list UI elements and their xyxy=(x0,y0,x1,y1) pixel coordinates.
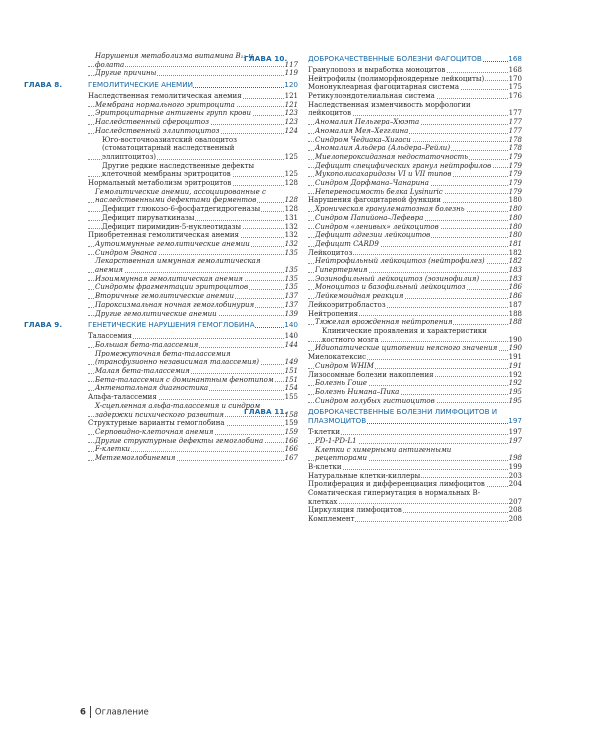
toc-entry-title: Болезнь Гоше xyxy=(315,379,368,388)
toc-entry-title: Приобретенная гемолитическая анемия xyxy=(88,231,239,240)
toc-entry-page: 203 xyxy=(508,471,522,480)
toc-entry-title: Гемолитические анемии, ассоциированные с наследственными дефектами ферментов xyxy=(95,187,266,205)
toc-entry-page: 179 xyxy=(508,161,522,170)
chapter-heading[interactable] xyxy=(244,55,522,64)
chapter-page-number: 197 xyxy=(508,416,522,426)
toc-entry[interactable] xyxy=(88,428,298,437)
chapter-page-number: 168 xyxy=(508,54,522,63)
toc-entry-page: 132 xyxy=(284,239,298,248)
toc-entry-page: 154 xyxy=(284,384,298,393)
toc-entry-page: 177 xyxy=(508,118,522,127)
toc-entry[interactable] xyxy=(88,92,298,101)
chapter-title: ДОБРОКАЧЕСТВЕННЫЕ БОЛЕЗНИ ФАГОЦИТОВ xyxy=(308,54,482,63)
toc-entry-title: Синдром WHIM xyxy=(315,361,374,370)
toc-entry-page: 158 xyxy=(284,410,298,419)
toc-entry[interactable] xyxy=(88,367,298,376)
toc-entry-title: Изоиммунная гемолитическая анемия xyxy=(95,274,243,283)
toc-entry-page: 195 xyxy=(508,387,522,396)
toc-entry[interactable] xyxy=(308,463,522,472)
toc-entry-page: 137 xyxy=(284,292,298,301)
toc-entry-title: Мембрана нормального эритроцита xyxy=(95,100,235,109)
toc-entry-page: 179 xyxy=(508,179,522,188)
toc-entry-page: 183 xyxy=(508,274,522,283)
toc-entry-page: 188 xyxy=(508,318,522,327)
toc-entry-page: 180 xyxy=(508,231,522,240)
toc-entry[interactable] xyxy=(308,515,522,524)
toc-entry-title: Лейкемоидная реакция xyxy=(315,292,404,301)
toc-entry-title: Вторичные гемолитические анемии xyxy=(95,292,235,301)
toc-entry-page: 197 xyxy=(508,436,522,445)
toc-entry-page: 128 xyxy=(284,179,298,188)
toc-entry-page: 178 xyxy=(508,135,522,144)
chapter-heading[interactable] xyxy=(244,408,522,426)
toc-entry-title: Комплемент xyxy=(308,515,355,524)
toc-entry-title: Тяжелая врожденная нейтропения xyxy=(315,318,453,327)
toc-entry[interactable] xyxy=(308,362,522,371)
chapter-number: ГЛАВА 9. xyxy=(24,320,63,330)
footer-section-title: Оглавление xyxy=(94,707,149,718)
chapter-title-row xyxy=(88,81,298,90)
toc-entry[interactable] xyxy=(308,170,522,179)
toc-entry-title: Бета-талассемия с доминантным фенотипом xyxy=(95,375,274,384)
toc-entry-page: 121 xyxy=(284,100,298,109)
toc-entry[interactable] xyxy=(308,480,522,489)
toc-entry-page: 180 xyxy=(508,196,522,205)
toc-entry[interactable] xyxy=(308,136,522,145)
toc-entry-page: 132 xyxy=(284,222,298,231)
toc-entry[interactable] xyxy=(308,127,522,136)
toc-entry-page: 159 xyxy=(284,419,298,428)
toc-entry[interactable] xyxy=(308,101,522,118)
toc-entry-page: 166 xyxy=(284,445,298,454)
toc-entry-page: 159 xyxy=(284,427,298,436)
toc-entry-title: Дефицит адгезии лейкоцитов xyxy=(315,231,431,240)
toc-entry-page: 119 xyxy=(284,69,298,78)
toc-entry[interactable] xyxy=(308,388,522,397)
toc-entry-title: Синдром «ленивых» лейкоцитов xyxy=(315,222,439,231)
toc-entry-page: 167 xyxy=(284,454,298,463)
toc-entry-page: 178 xyxy=(508,144,522,153)
toc-entry[interactable] xyxy=(308,310,522,319)
chapter-page-number: 140 xyxy=(284,320,298,330)
toc-entry-title: Аутоиммунные гемолитические анемии xyxy=(95,239,250,248)
toc-entry-title: Синдром Дорфмана–Чанарина xyxy=(315,179,429,188)
toc-entry-title: Другие причины xyxy=(95,69,157,78)
toc-entry-page: 123 xyxy=(284,109,298,118)
chapter-number: ГЛАВА 11. xyxy=(244,407,288,417)
toc-entry[interactable] xyxy=(88,231,298,240)
chapter-title: ДОБРОКАЧЕСТВЕННЫЕ БОЛЕЗНИ ЛИМФОЦИТОВ И ПЛАЗМОЦИТОВ xyxy=(308,407,498,426)
toc-entry[interactable] xyxy=(88,223,298,232)
toc-entry-title: Клинические проявления и характеристики костного мозга xyxy=(322,327,487,344)
footer-divider xyxy=(90,706,91,718)
toc-entry-title: Антенатальная диагностика xyxy=(95,384,209,393)
toc-entry-page: 166 xyxy=(284,436,298,445)
toc-entry[interactable] xyxy=(308,283,522,292)
toc-entry-title: Юго-восточноазиатский овалоцитоз (стоматоцитарный наследственный эллиптоцитоз) xyxy=(102,135,237,161)
toc-entry-page: 179 xyxy=(508,152,522,161)
toc-entry-page: 117 xyxy=(284,60,298,69)
toc-entry-title: Нейтропения xyxy=(308,309,359,318)
chapter-title: ГЕНЕТИЧЕСКИЕ НАРУШЕНИЯ ГЕМОГЛОБИНА xyxy=(88,320,255,330)
toc-entry-title: Лейкоэритробластоз xyxy=(308,300,386,309)
chapter-title-row xyxy=(308,408,522,426)
toc-entry-title: Большая бета-талассемия xyxy=(95,340,199,349)
toc-entry[interactable] xyxy=(308,66,522,75)
toc-entry[interactable] xyxy=(308,153,522,162)
toc-entry-page: 190 xyxy=(508,344,522,353)
toc-entry-title: Непереносимость белка Lysinuric xyxy=(315,187,443,196)
toc-entry-title: Другие гемолитические анемии xyxy=(95,309,217,318)
toc-entry-page: 121 xyxy=(284,92,298,101)
toc-entry[interactable] xyxy=(308,506,522,515)
toc-entry-page: 182 xyxy=(508,257,522,266)
toc-entry-page: 191 xyxy=(508,361,522,370)
toc-entry[interactable] xyxy=(308,231,522,240)
toc-entry-page: 151 xyxy=(284,367,298,376)
toc-entry-page: 195 xyxy=(508,396,522,405)
toc-entry-page: 183 xyxy=(508,266,522,275)
toc-entry[interactable] xyxy=(308,196,522,205)
toc-entry[interactable] xyxy=(88,332,298,341)
page-number: 6 xyxy=(80,707,86,718)
toc-entry-title: Лизосомные болезни накопления xyxy=(308,370,434,379)
toc-entry-title: Нарушения фагоцитарной функции xyxy=(308,196,441,205)
toc-entry-title: Наследственная изменчивость морфологии лейкоцитов xyxy=(308,100,471,118)
toc-entry-title: Эозинофильный лейкоцитоз (эозинофилия) xyxy=(315,274,480,283)
toc-entry[interactable] xyxy=(308,240,522,249)
chapter-heading[interactable] xyxy=(24,321,298,330)
toc-entry-page: 190 xyxy=(508,335,522,344)
toc-entry[interactable] xyxy=(308,92,522,101)
toc-entry[interactable] xyxy=(308,446,522,463)
toc-entry[interactable] xyxy=(308,379,522,388)
toc-entry-title: Синдром голубых гистиоцитов xyxy=(315,396,435,405)
toc-entry-title: X-сцепленная альфа-талассемия и синдром задержки психического развития xyxy=(95,401,261,419)
toc-entry[interactable] xyxy=(88,136,298,162)
toc-entry-page: 170 xyxy=(508,74,522,83)
toc-entry-page: 123 xyxy=(284,118,298,127)
toc-entry-page: 179 xyxy=(508,170,522,179)
toc-entry-title: Лекарственная иммунная гемолитическая анемия xyxy=(95,257,261,275)
toc-entry-title: Нейтрофильный лейкоцитоз (нейтрофилез) xyxy=(315,257,485,266)
toc-entry-title: Альфа-талассемия xyxy=(88,393,157,402)
toc-entry[interactable] xyxy=(88,69,298,78)
toc-entry[interactable] xyxy=(308,344,522,353)
toc-entry-title: Соматическая гипермутация в нормальных B-клетках xyxy=(308,489,481,506)
toc-entry-page: 197 xyxy=(508,428,522,437)
toc-entry-page: 208 xyxy=(508,506,522,515)
toc-entry[interactable] xyxy=(308,397,522,406)
toc-entry-page: 139 xyxy=(284,309,298,318)
toc-entry-title: Ретикулоэндотелиальная система xyxy=(308,92,435,101)
toc-entry[interactable] xyxy=(88,393,298,402)
toc-entry-title: Талассемия xyxy=(88,332,132,341)
toc-entry-page: 175 xyxy=(508,83,522,92)
toc-entry[interactable] xyxy=(308,437,522,446)
toc-entry[interactable] xyxy=(308,144,522,153)
toc-entry-page: 176 xyxy=(508,92,522,101)
toc-entry[interactable] xyxy=(308,205,522,214)
toc-entry-page: 188 xyxy=(508,309,522,318)
toc-entry-title: Циркуляция лимфоцитов xyxy=(308,506,402,515)
toc-entry-page: 125 xyxy=(284,170,298,179)
toc-entry-title: Аномалия Альдера (Альдера–Рейли) xyxy=(315,144,451,153)
toc-entry-page: 180 xyxy=(508,213,522,222)
toc-entry-title: Синдромы фрагментации эритроцитов xyxy=(95,283,249,292)
toc-entry-page: 187 xyxy=(508,300,522,309)
toc-entry-title: Синдром Папийона–Лефевра xyxy=(315,213,424,222)
toc-entry-page: 186 xyxy=(508,292,522,301)
toc-entry-page: 135 xyxy=(284,248,298,257)
toc-entry-page: 131 xyxy=(284,213,298,222)
toc-entry-title: Гранулопоэз и выработка моноцитов xyxy=(308,65,446,74)
toc-entry-page: 179 xyxy=(508,187,522,196)
toc-entry-title: Пролиферация и дифференциация лимфоцитов xyxy=(308,480,485,489)
toc-entry[interactable] xyxy=(308,327,522,344)
toc-entry[interactable] xyxy=(88,179,298,188)
toc-entry-page: 207 xyxy=(508,497,522,506)
toc-entry-page: 182 xyxy=(508,248,522,257)
chapter-heading[interactable] xyxy=(24,81,298,90)
toc-entry[interactable] xyxy=(308,83,522,92)
toc-entry-title: Наследственный сфероцитоз xyxy=(95,118,209,127)
toc-entry-title: Малая бета-талассемия xyxy=(95,367,190,376)
chapter-title-row xyxy=(88,321,298,330)
toc-entry[interactable] xyxy=(308,371,522,380)
toc-entry-page: 181 xyxy=(508,239,522,248)
toc-entry[interactable] xyxy=(308,353,522,362)
toc-entry[interactable] xyxy=(308,318,522,327)
toc-entry-page: 125 xyxy=(284,152,298,161)
toc-entry-page: 186 xyxy=(508,283,522,292)
toc-entry-page: 168 xyxy=(508,65,522,74)
toc-entry-page: 137 xyxy=(284,300,298,309)
toc-entry-page: 144 xyxy=(284,340,298,349)
toc-entry[interactable] xyxy=(88,257,298,274)
toc-entry[interactable] xyxy=(88,445,298,454)
toc-entry-title: Метгемоглобинемия xyxy=(95,454,176,463)
toc-entry[interactable] xyxy=(88,301,298,310)
toc-entry[interactable] xyxy=(88,127,298,136)
toc-entry-title: Моноцитоз и базофильный лейкоцитоз xyxy=(315,283,466,292)
toc-entry-title: B-клетки xyxy=(308,462,342,471)
toc-entry-title: Нарушения метаболизма витамина B₁₂ и фолата xyxy=(95,52,254,69)
toc-entry-page: 180 xyxy=(508,205,522,214)
toc-entry[interactable] xyxy=(308,266,522,275)
toc-entry[interactable] xyxy=(308,292,522,301)
toc-entry-page: 151 xyxy=(284,375,298,384)
toc-entry[interactable] xyxy=(88,341,298,350)
chapter-page-number: 120 xyxy=(284,80,298,90)
toc-entry-title: Аномалия Пельгера–Хюэта xyxy=(315,118,420,127)
toc-entry[interactable] xyxy=(88,109,298,118)
toc-entry-page: 149 xyxy=(284,358,298,367)
toc-entry[interactable] xyxy=(308,214,522,223)
toc-entry[interactable] xyxy=(88,240,298,249)
toc-entry-page: 155 xyxy=(284,393,298,402)
toc-entry-title: PD-1-PD-L1 xyxy=(315,436,357,445)
toc-entry-page: 198 xyxy=(508,454,522,463)
toc-entry[interactable] xyxy=(308,301,522,310)
toc-entry-page: 192 xyxy=(508,370,522,379)
chapter-title-row xyxy=(308,55,522,64)
toc-entry-page: 140 xyxy=(284,332,298,341)
toc-entry[interactable] xyxy=(308,75,522,84)
toc-entry-title: Лейкоцитоз xyxy=(308,248,353,257)
toc-entry-page: 128 xyxy=(284,205,298,214)
toc-entry-title: Дефицит CARD9 xyxy=(315,239,379,248)
toc-entry-title: Дефицит пиримидин-5-нуклеотидазы xyxy=(102,222,242,231)
toc-entry-title: Серповидно-клеточная анемия xyxy=(95,427,214,436)
toc-entry[interactable] xyxy=(308,257,522,266)
toc-entry-page: 177 xyxy=(508,126,522,135)
toc-entry-page: 192 xyxy=(508,379,522,388)
toc-entry-title: Другие редкие наследственные дефекты клеточной мембраны эритроцитов xyxy=(102,161,255,179)
toc-entry-title: Болезнь Нимана–Пика xyxy=(315,387,400,396)
toc-entry-page: 180 xyxy=(508,222,522,231)
toc-entry[interactable] xyxy=(88,350,298,367)
toc-entry-title: Синдром Чедиака–Хигаси xyxy=(315,135,411,144)
toc-entry[interactable] xyxy=(308,118,522,127)
toc-entry-title: Дефицит глюкозо-6-фосфатдегидрогеназы xyxy=(102,205,261,214)
toc-entry-page: 191 xyxy=(508,353,522,362)
toc-entry[interactable] xyxy=(88,118,298,127)
toc-entry[interactable] xyxy=(88,188,298,205)
toc-entry[interactable] xyxy=(308,428,522,437)
toc-entry-title: Идиопатические цитопении неясного значения xyxy=(315,344,498,353)
toc-entry-title: Промежуточная бета-талассемия (трансфузионно независимая талассемия) xyxy=(95,349,259,367)
chapter-title: ГЕМОЛИТИЧЕСКИЕ АНЕМИИ xyxy=(88,80,193,90)
toc-entry-title: Хроническая гранулематозная болезнь xyxy=(315,205,465,214)
chapter-number: ГЛАВА 10. xyxy=(244,54,288,63)
toc-entry-title: Клетки с химерными антигенными рецепторами xyxy=(315,445,452,463)
toc-entry-page: 124 xyxy=(284,126,298,135)
toc-entry-page: 135 xyxy=(284,274,298,283)
chapter-number: ГЛАВА 8. xyxy=(24,80,63,90)
toc-entry[interactable] xyxy=(88,214,298,223)
toc-entry-page: 135 xyxy=(284,283,298,292)
toc-entry-title: Гипертермия xyxy=(315,266,368,275)
toc-entry-title: Наследственный эллиптоцитоз xyxy=(95,126,220,135)
toc-left-column xyxy=(24,52,298,463)
toc-entry[interactable] xyxy=(88,310,298,319)
toc-entry-title: Натуральные клетки-киллеры xyxy=(308,471,421,480)
toc-entry-title: Дефицит пируваткиназы xyxy=(102,213,195,222)
toc-entry-title: Структурные варианты гемоглобина xyxy=(88,419,225,428)
toc-entry-title: Мононуклеарная фагоцитарная система xyxy=(308,83,459,92)
toc-entry-title: Миелокатексис xyxy=(308,353,367,362)
toc-entry-page: 132 xyxy=(284,231,298,240)
toc-entry-page: 199 xyxy=(508,462,522,471)
toc-entry-page: 177 xyxy=(508,109,522,118)
toc-entry-title: Другие структурные дефекты гемоглобина xyxy=(95,436,264,445)
toc-entry[interactable] xyxy=(88,283,298,292)
page-footer xyxy=(80,706,149,720)
toc-entry[interactable] xyxy=(88,162,298,179)
toc-entry-title: Аномалия Мея–Хегглина xyxy=(315,126,409,135)
toc-entry[interactable] xyxy=(88,292,298,301)
toc-entry[interactable] xyxy=(308,223,522,232)
toc-entry-page: 204 xyxy=(508,480,522,489)
toc-entry[interactable] xyxy=(88,384,298,393)
toc-entry[interactable] xyxy=(88,454,298,463)
toc-entry[interactable] xyxy=(88,205,298,214)
toc-entry-page: 135 xyxy=(284,266,298,275)
toc-entry-title: Эритроцитарные антигены групп крови xyxy=(95,109,251,118)
toc-entry-title: Наследственная гемолитическая анемия xyxy=(88,92,242,101)
toc-entry-title: F-клетки xyxy=(95,445,131,454)
toc-entry-page: 128 xyxy=(284,196,298,205)
toc-entry-title: Мукополисахаридозы VI и VII типов xyxy=(315,170,452,179)
toc-entry[interactable] xyxy=(308,489,522,506)
toc-entry[interactable] xyxy=(308,179,522,188)
toc-entry-title: Нормальный метаболизм эритроцитов xyxy=(88,179,232,188)
toc-entry-title: Синдром Эванса xyxy=(95,248,157,257)
toc-entry-title: Дефицит специфических гранул нейтрофилов xyxy=(315,161,492,170)
toc-entry-title: Миелопероксидазная недостаточность xyxy=(315,152,469,161)
toc-entry-title: Нейтрофилы (полиморфноядерные лейкоциты) xyxy=(308,74,485,83)
toc-entry-title: Пароксизмальная ночная гемоглобинурия xyxy=(95,300,255,309)
toc-entry-title: T-клетки xyxy=(308,428,341,437)
toc-entry-page: 208 xyxy=(508,515,522,524)
